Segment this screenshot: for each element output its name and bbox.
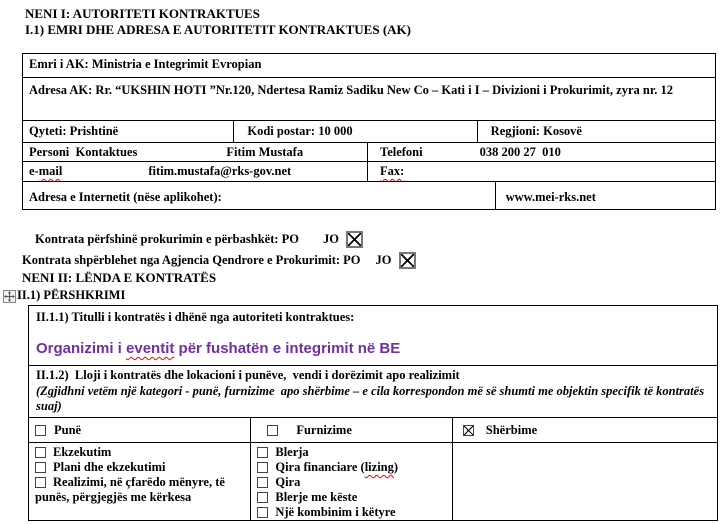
description-table <box>28 305 718 521</box>
table-row-internet <box>23 181 715 209</box>
telefoni-label: Telefoni <box>380 145 423 159</box>
contact-authority-table <box>22 53 716 210</box>
telefoni-cell <box>367 143 715 161</box>
list-item <box>257 460 447 475</box>
supply-option-label: Blerja <box>275 445 309 459</box>
table-row-type <box>29 365 717 417</box>
checkbox-nje-kombinim[interactable] <box>257 507 268 518</box>
table-row-personi <box>23 142 715 161</box>
adresa-ak-cell <box>23 78 715 120</box>
email-label-misspelled: mail <box>38 164 63 178</box>
table-row-title <box>29 306 717 365</box>
category-pune-label: Punë <box>54 422 82 437</box>
checkbox-furnizime[interactable] <box>267 425 278 436</box>
list-item <box>257 505 447 520</box>
joint-procurement-no-label: JO <box>323 232 339 246</box>
list-item <box>257 445 447 460</box>
fax-cell <box>367 162 715 181</box>
contract-title-label: II.1.1) Titulli i kontratës i dhënë nga autoriteti kontraktues: <box>36 310 355 324</box>
work-option-label: Plani dhe ekzekutimi <box>53 460 166 474</box>
document-header <box>25 6 411 38</box>
regjioni-cell <box>477 121 715 142</box>
internet-value-cell <box>495 182 715 209</box>
work-option-label: Realizimi, në çfarëdo mënyre, të <box>53 475 225 489</box>
table-row-adresa <box>23 77 715 120</box>
supply-options-cell <box>250 443 451 520</box>
section1-title: NENI I: AUTORITETI KONTRAKTUES <box>25 6 260 21</box>
supply-option-label: Qira <box>275 475 301 489</box>
kodi-postar-text: Kodi postar: 10 000 <box>247 124 353 138</box>
supply-option-label: Blerje me këste <box>275 490 358 504</box>
table-row-options <box>29 442 717 520</box>
checkbox-qira[interactable] <box>257 477 268 488</box>
section2-title: NENI II: LËNDA E KONTRATËS <box>22 270 217 285</box>
supply-option-label: Një kombinim i këtyre <box>275 505 396 519</box>
table-row-qyteti <box>23 120 715 142</box>
checkbox-qira-financiare[interactable] <box>257 462 268 473</box>
qyteti-text: Qyteti: Prishtinë <box>29 124 119 138</box>
work-option-continuation: punës, përgjegjës me kërkesa <box>35 490 192 504</box>
category-pune-cell <box>29 418 250 442</box>
category-sherbime-cell <box>452 418 717 442</box>
contract-type-label: II.1.2) Lloji i kontratës dhe lokacioni i punëve, vendi i dorëzimit apo realizimit <box>36 368 460 382</box>
checkbox-plani-dhe-ekzekutimi[interactable] <box>35 462 46 473</box>
cpa-no-label: JO <box>375 253 392 267</box>
internet-label-cell <box>23 182 495 209</box>
supply-option-label: Qira financiare (lizing) <box>275 460 399 474</box>
checkbox-pune[interactable] <box>35 425 46 436</box>
table-row-emri <box>23 54 715 77</box>
emri-ak-cell <box>23 54 715 77</box>
qyteti-cell <box>23 121 233 142</box>
checkbox-joint-procurement-no[interactable] <box>346 231 363 248</box>
cpa-text: Kontrata shpërblehet nga Agjencia Qendrore e Prokurimit: PO <box>22 253 361 267</box>
email-label: e-mail <box>29 164 63 178</box>
email-value: fitim.mustafa@rks-gov.net <box>148 164 292 178</box>
list-item <box>35 475 246 490</box>
kodi-postar-cell <box>233 121 476 142</box>
fax-label: Fax: <box>380 164 405 178</box>
internet-value: www.mei-rks.net <box>505 190 596 204</box>
joint-procurement-text: Kontrata përfshinë prokurimin e përbashkët: PO <box>35 232 300 246</box>
category-sherbime-label: Shërbime <box>485 422 538 437</box>
checkbox-realizimi[interactable] <box>35 477 46 488</box>
work-option-label: Ekzekutim <box>53 445 112 459</box>
emri-ak-text: Emri i AK: Ministria e Integrimit Evropian <box>29 57 262 71</box>
empty-options-cell <box>452 443 717 520</box>
list-item <box>35 445 246 460</box>
supply-option-misspelled: lizing <box>364 460 394 474</box>
personi-value: Fitim Mustafa <box>226 145 304 159</box>
category-furnizime-cell <box>250 418 451 442</box>
four-way-arrow-icon <box>4 291 15 302</box>
list-item <box>257 475 447 490</box>
checkbox-blerja[interactable] <box>257 447 268 458</box>
contract-type-cell <box>29 366 717 417</box>
table-move-handle-icon[interactable] <box>3 290 16 303</box>
joint-procurement-line <box>35 231 363 248</box>
list-item <box>35 460 246 475</box>
table-row-categories <box>29 417 717 442</box>
personi-cell <box>23 143 367 161</box>
checkbox-cpa-no[interactable] <box>399 252 416 269</box>
contract-title-cell <box>29 306 717 365</box>
checkbox-sherbime[interactable] <box>463 425 474 436</box>
telefoni-value: 038 200 27 010 <box>479 145 561 159</box>
section2-subtitle: II.1) PËRSHKRIMI <box>17 288 126 302</box>
personi-label: Personi Kontaktues <box>29 145 138 159</box>
contract-type-note: (Zgjidhni vetëm një kategori - punë, furnizime apo shërbime – e cila korrespondon më së shumti me objektin specifik të kontratës suaj) <box>36 383 708 413</box>
email-cell <box>23 162 367 181</box>
table-row-email <box>23 161 715 181</box>
section1-subtitle: I.1) EMRI DHE ADRESA E AUTORITETIT KONTRAKTUES (AK) <box>25 22 411 37</box>
checkbox-blerje-me-keste[interactable] <box>257 492 268 503</box>
internet-label: Adresa e Internetit (nëse aplikohet): <box>29 190 222 204</box>
contract-title-misspelled: eventit <box>126 340 175 357</box>
list-item <box>257 490 447 505</box>
work-options-cell <box>29 443 250 520</box>
checkbox-ekzekutim[interactable] <box>35 447 46 458</box>
category-furnizime-label: Furnizime <box>296 422 352 437</box>
regjioni-text: Regjioni: Kosovë <box>490 124 582 138</box>
cpa-awarded-line <box>22 252 416 269</box>
contract-title-value: Organizimi i eventit për fushatën e integrimit në BE <box>36 340 401 357</box>
adresa-ak-text: Adresa AK: Rr. “UKSHIN HOTI ”Nr.120, Ndertesa Ramiz Sadiku New Co – Kati i I – Divizioni i Prokurimit, zyra nr. 12 <box>29 83 673 97</box>
